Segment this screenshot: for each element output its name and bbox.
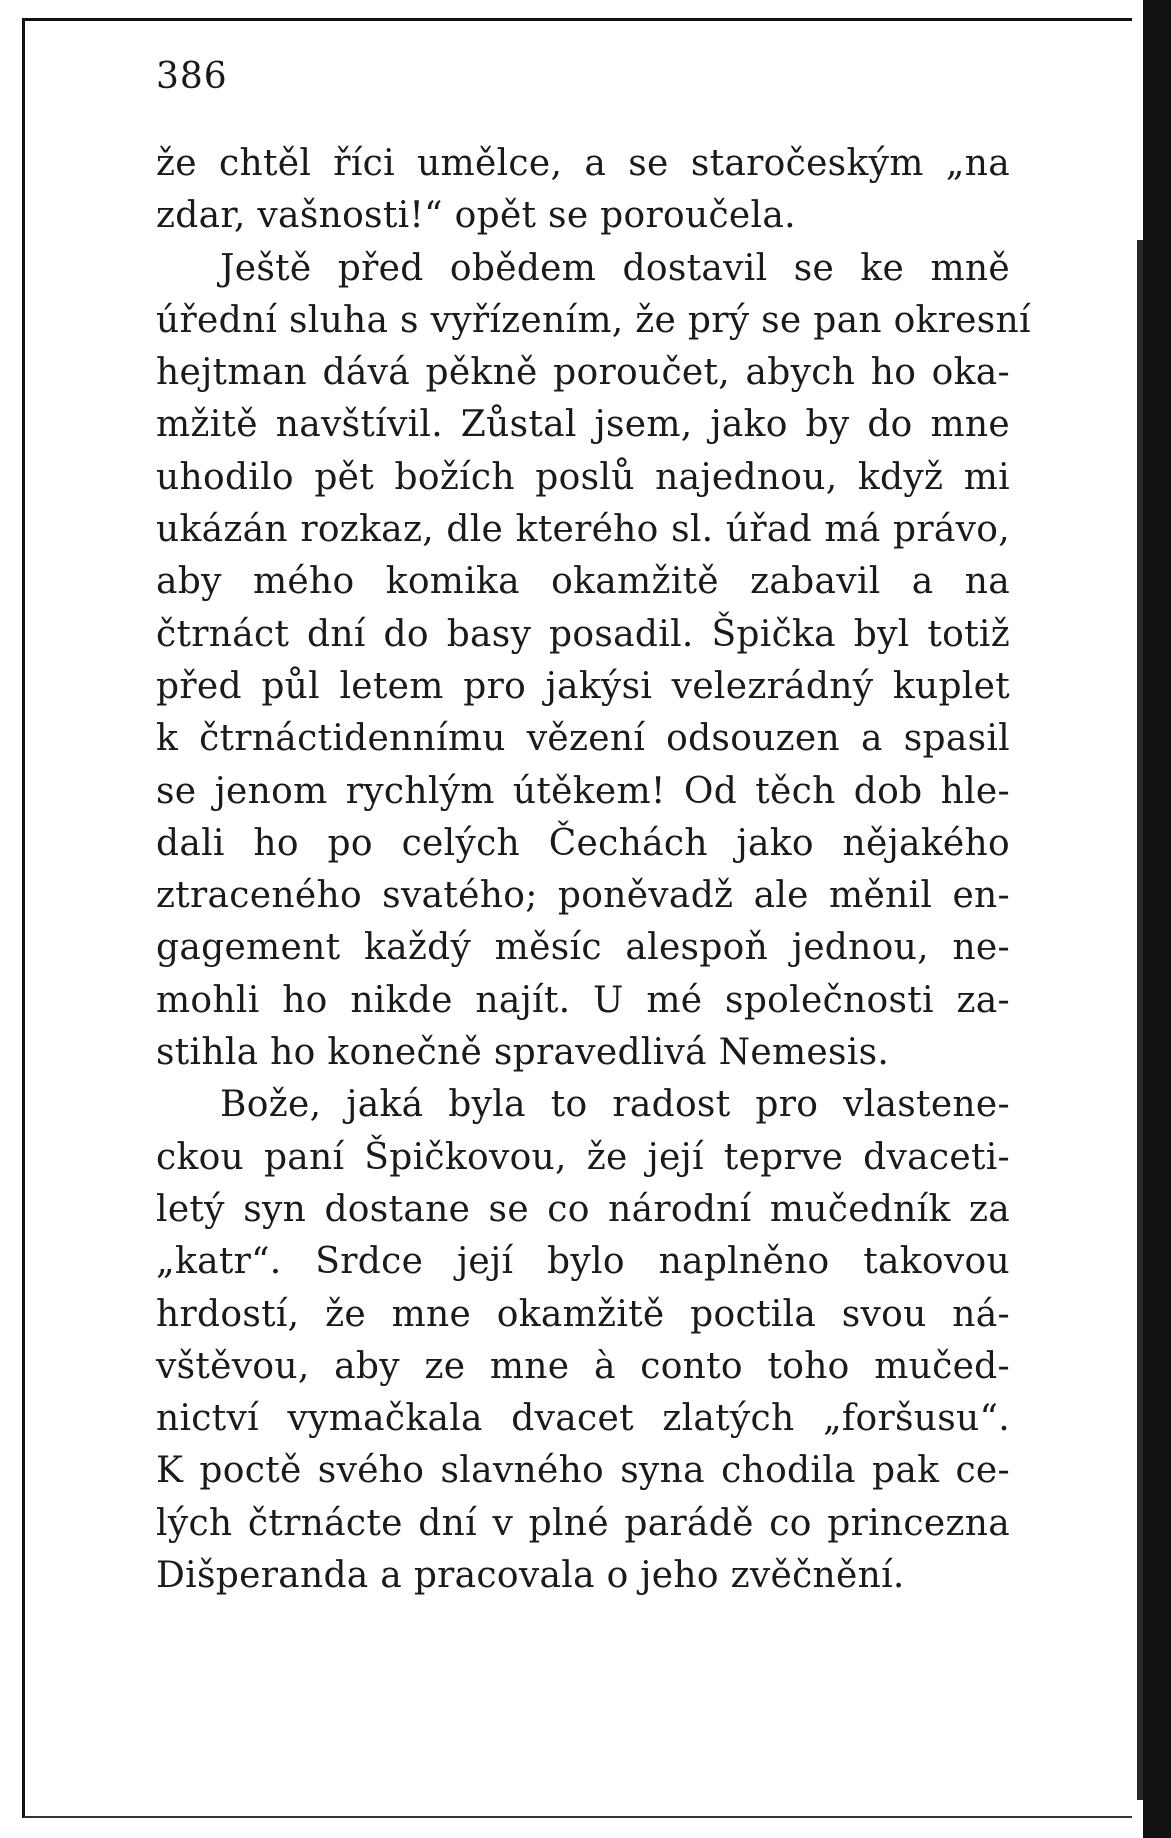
paragraph-start-line: Ještě před obědem dostavil se ke mně (220, 247, 1010, 289)
text-line: zdar, vašnosti!“ opět se poroučela. (156, 195, 796, 237)
page-number: 386 (156, 56, 228, 97)
text-line: nictví vymačkala dvacet zlatých „foršusu“. (156, 1398, 1010, 1440)
paragraph-start-line: Bože, jaká byla to radost pro vlastene- (220, 1084, 1010, 1126)
text-line: aby mého komika okamžitě zabavil a na (156, 561, 1010, 603)
body-text (156, 138, 1031, 1602)
text-line: že chtěl říci umělce, a se staročeským „na (156, 143, 1010, 184)
text-line: uhodilo pět božích poslů najednou, když mi (156, 456, 1010, 498)
text-line: mžitě navštívil. Zůstal jsem, jako by do mne (156, 404, 1010, 446)
text-line: se jenom rychlým útěkem! Od těch dob hle- (156, 770, 1010, 812)
page-edge (1143, 0, 1171, 1838)
text-line: ckou paní Špičkovou, že její teprve dvaceti- (156, 1136, 1010, 1178)
text-line: „katr“. Srdce její bylo naplněno takovou (156, 1241, 1010, 1283)
text-line: lých čtrnácte dní v plné parádě co princezna (156, 1502, 1010, 1544)
text-line: před půl letem pro jakýsi velezrádný kuplet (156, 665, 1010, 707)
text-line: k čtrnáctidennímu vězení odsouzen a spasil (156, 718, 1010, 760)
page-edge-shadow (1137, 240, 1143, 1800)
text-line: mohli ho nikde najít. U mé společnosti za- (156, 979, 1010, 1021)
text-line: K poctě svého slavného syna chodila pak ce- (156, 1450, 1010, 1492)
text-line: čtrnáct dní do basy posadil. Špička byl totiž (156, 613, 1010, 655)
text-line: gagement každý měsíc alespoň jednou, ne- (156, 927, 1010, 969)
text-line: ztraceného svatého; poněvadž ale měnil en- (156, 875, 1010, 917)
text-line: Dišperanda a pracovala o jeho zvěčnění. (156, 1555, 905, 1597)
text-line: ukázán rozkaz, dle kterého sl. úřad má právo, (156, 509, 1010, 551)
text-line: stihla ho konečně spravedlivá Nemesis. (156, 1032, 890, 1074)
text-line: hejtman dává pěkně poroučet, abych ho oka- (156, 352, 1010, 394)
text-line: letý syn dostane se co národní mučedník za (156, 1188, 1010, 1230)
text-line: úřední sluha s vyřízením, že prý se pan okresní (156, 299, 1031, 341)
text-line: hrdostí, že mne okamžitě poctila svou ná- (156, 1293, 1010, 1335)
text-line: dali ho po celých Čechách jako nějakého (156, 822, 1010, 864)
text-line: vštěvou, aby ze mne à conto toho mučed- (156, 1345, 1010, 1387)
